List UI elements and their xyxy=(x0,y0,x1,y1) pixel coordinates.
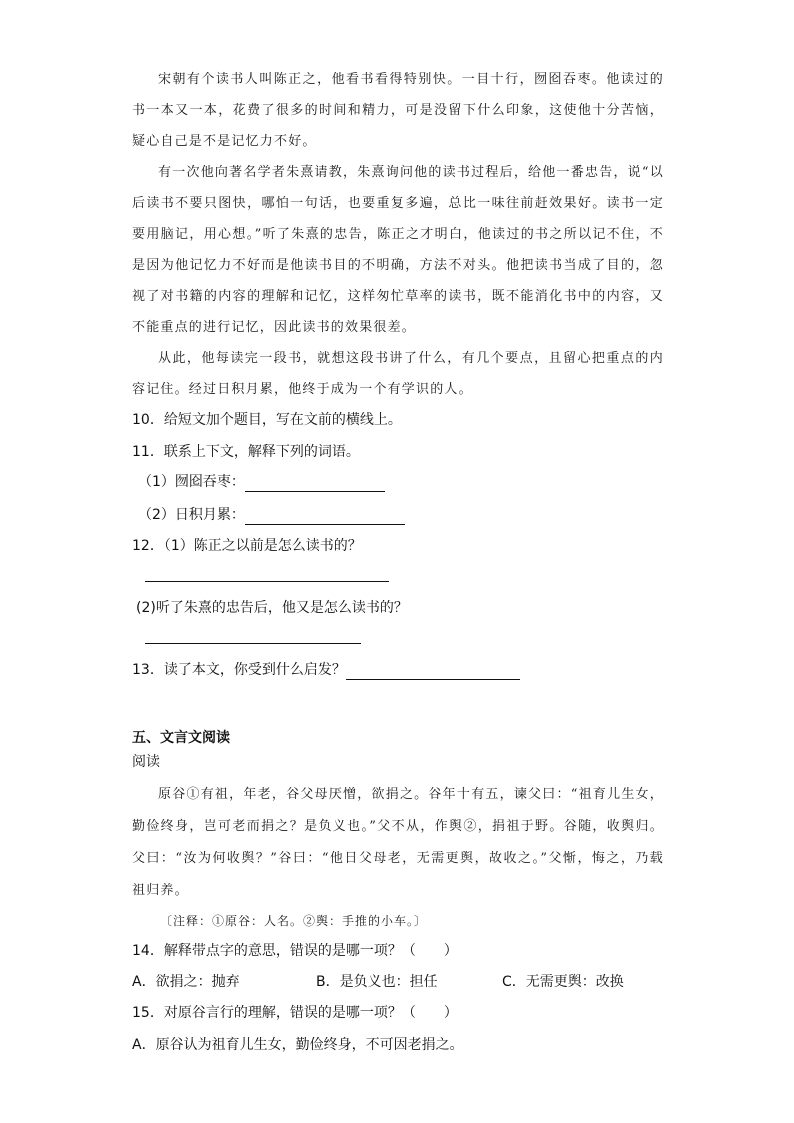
question-11-item-2 xyxy=(138,505,405,525)
question-11: 11．联系上下文，解释下列的词语。 xyxy=(132,444,360,460)
passage-paragraph-2: 有一次他向著名学者朱熹请教，朱熹询问他的读书过程后，给他一番忠告，说“以后读书不要只图快，哪怕一句话，也要重复多遍，总比一味往前赶效果好。读书一定要用脑记，用心想。”听了朱熹的忠告，陈正之才明白，他读过的书之所以记不住，不是因为他记忆力不好而是他读书目的不明确，方法不对头。他把读书当成了目的，忽视了对书籍的内容的理解和记忆，这样匆忙草率的读书，既不能消化书中的内容，又不能重点的进行记忆，因此读书的效果很差。 xyxy=(132,165,664,335)
passage-paragraph-1: 宋朝有个读书人叫陈正之，他看书看得特别快。一目十行，囫囵吞枣。他读过的书一本又一本，花费了很多的时间和精力，可是没留下什么印象，这使他十分苦恼，疑心自己是不是记忆力不好。 xyxy=(132,72,664,149)
section-5-subtitle: 阅读 xyxy=(132,754,160,770)
question-12-part-1: 12．（1）陈正之以前是怎么读书的？ xyxy=(132,538,362,554)
question-14: 14．解释带点字的意思，错误的是哪一项？（ ） xyxy=(132,943,458,959)
section-5-title: 五、文言文阅读 xyxy=(132,730,230,746)
question-11-item-1-label: （1）囫囵吞枣： xyxy=(138,474,245,490)
question-13 xyxy=(132,660,520,680)
answer-blank-13[interactable] xyxy=(346,665,520,680)
question-13-label: 13．读了本文，你受到什么启发？ xyxy=(132,662,346,678)
answer-blank-11-1[interactable] xyxy=(245,477,385,492)
question-11-item-1 xyxy=(138,472,385,492)
question-12-part-2: (2)听了朱熹的忠告后，他又是怎么读书的？ xyxy=(136,600,408,616)
question-15: 15．对原谷言行的理解，错误的是哪一项？（ ） xyxy=(132,1005,458,1021)
passage-paragraph-3: 从此，他每读完一段书，就想这段书讲了什么，有几个要点，且留心把重点的内容记住。经过日积月累，他终于成为一个有学识的人。 xyxy=(132,351,664,397)
question-11-item-2-label: （2）日积月累： xyxy=(138,507,245,523)
classical-chinese-text: 原谷①有祖，年老，谷父母厌憎，欲捐之。谷年十有五，谏父曰：“祖育儿生女，勤俭终身，岂可老而捐之？是负义也。”父不从，作舆②，捐祖于野。谷随，收舆归。父曰：“汝为何收舆？”谷曰：“他日父母老，无需更舆，故收之。”父惭，悔之，乃载祖归养。 xyxy=(132,787,664,898)
question-14-option-b[interactable]: B．是负义也：担任 xyxy=(316,974,438,990)
question-10: 10．给短文加个题目，写在文前的横线上。 xyxy=(132,412,402,428)
answer-line-12-1[interactable] xyxy=(145,581,389,582)
answer-blank-11-2[interactable] xyxy=(245,510,405,525)
question-14-option-a[interactable]: A．欲捐之：抛弃 xyxy=(132,974,240,990)
answer-line-12-2[interactable] xyxy=(145,643,361,644)
annotation-note: 〔注释：①原谷：人名。②舆：手推的小车。〕 xyxy=(160,914,428,928)
question-15-option-a[interactable]: A．原谷认为祖育儿生女，勤俭终身，不可因老捐之。 xyxy=(132,1037,464,1053)
question-14-option-c[interactable]: C．无需更舆：改换 xyxy=(502,974,624,990)
